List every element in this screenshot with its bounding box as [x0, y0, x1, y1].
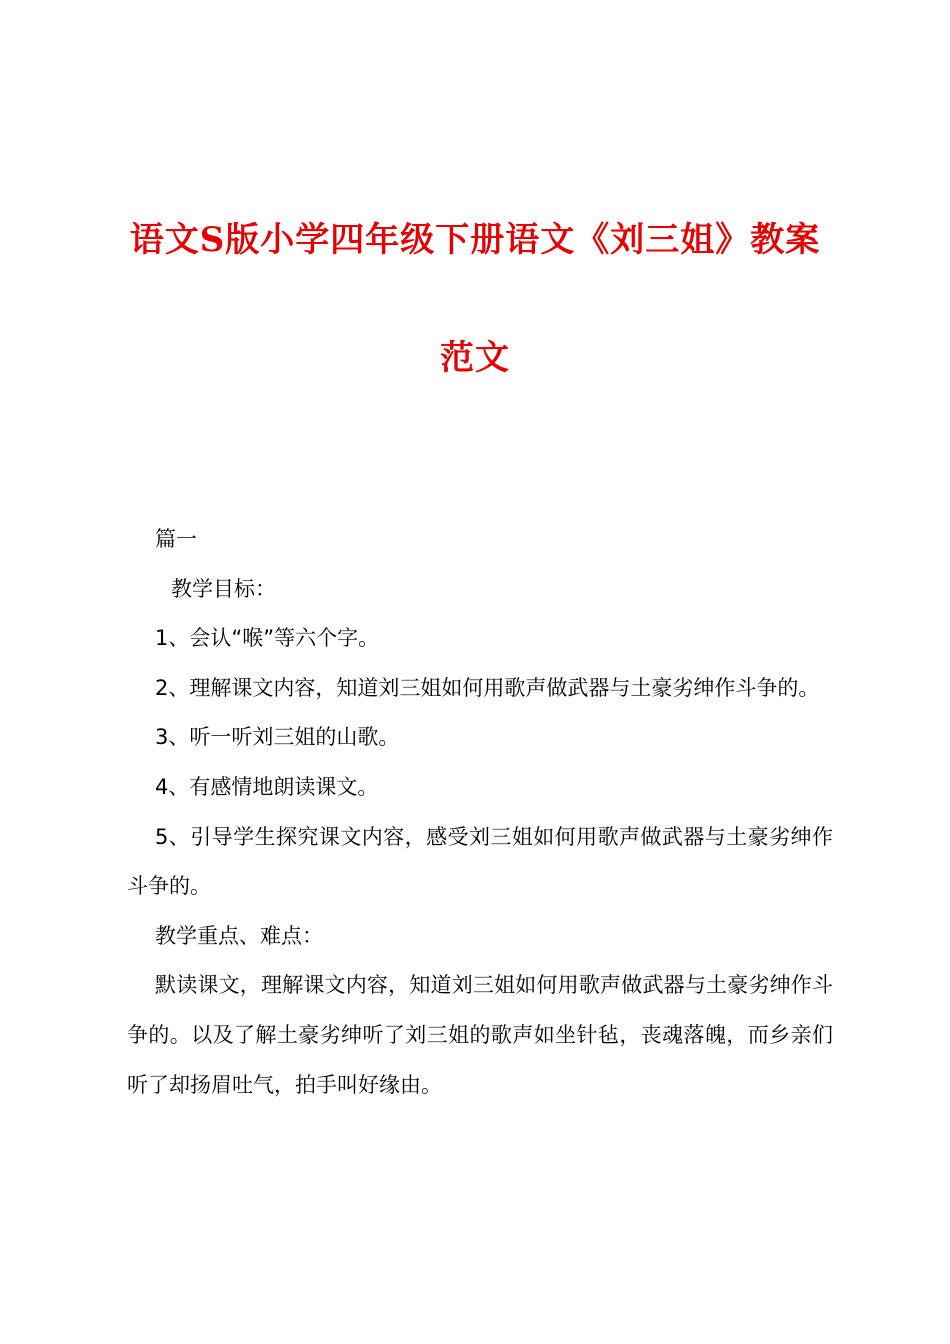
goal-item-5: 5、引导学生探究课文内容，感受刘三姐如何用歌声做武器与土豪劣绅作斗争的。 — [127, 824, 833, 899]
goal-item-4: 4、有感情地朗读课文。 — [155, 774, 379, 799]
key-points-paragraph: 默读课文，理解课文内容，知道刘三姐如何用歌声做武器与土豪劣绅作斗争的。以及了解土豪劣绅听了刘三姐的歌声如坐针毡，丧魂落魄，而乡亲们听了却扬眉吐气，拍手叫好缘由。 — [127, 973, 833, 1097]
goal-item-1: 1、会认“喉”等六个字。 — [155, 626, 380, 651]
section-heading: 篇一 — [155, 527, 197, 551]
goal-item-3: 3、听一听刘三姐的山歌。 — [155, 725, 400, 750]
key-points-heading: 教学重点、难点： — [155, 923, 323, 948]
teaching-goals-heading: 教学目标： — [171, 576, 276, 601]
document-title-line-2: 范文 — [440, 338, 510, 378]
document-body — [127, 515, 833, 1110]
goal-item-2: 2、理解课文内容，知道刘三姐如何用歌声做武器与土豪劣绅作斗争的。 — [155, 675, 820, 700]
document-title-line-1: 语文S版小学四年级下册语文《刘三姐》教案 — [129, 220, 821, 260]
